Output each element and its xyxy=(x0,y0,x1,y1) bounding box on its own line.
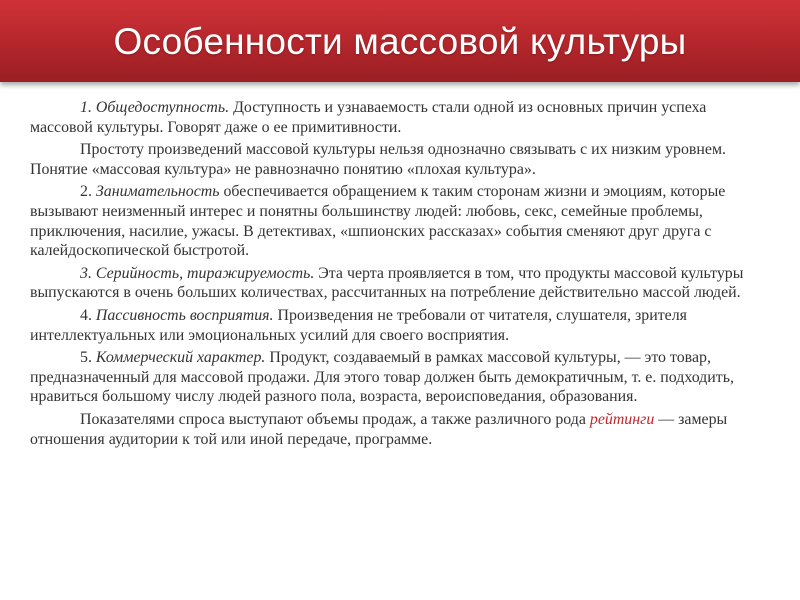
paragraph-lead: Коммерческий характер. xyxy=(95,349,266,367)
paragraph-text: обеспечивается обращением к таким сторонам жизни и эмоциям, которые вызывают неизменный интерес и понятны большинству людей: любовь, секс, семейные проблемы, приключения, насилие, ужасы. В детективах, «шпионских рассказах» события сменяют друг друга с калейдоскопической быстротой. xyxy=(30,183,726,260)
paragraph-text: Продукт, создаваемый в рамках массовой культуры, — это товар, предназначенный для массовой продажи. Для этого товар должен быть демократичным, т. е. подходить, нравиться большому числу людей разного пола, возраста, вероисповедания, образования. xyxy=(30,349,734,406)
paragraph-demand xyxy=(30,410,770,449)
paragraph-lead: 3. Серийность, тиражируемость. xyxy=(80,264,315,282)
paragraph-passivity xyxy=(30,306,770,345)
title-banner xyxy=(0,0,800,82)
ratings-highlight: рейтинги xyxy=(589,410,655,428)
paragraph-text: Эта черта проявляется в том, что продукты массовой культуры выпускаются в очень больших количествах, рассчитанных на потребление действительно массой людей. xyxy=(30,264,744,302)
paragraph-text: Произведения не требовали от читателя, слушателя, зрителя интеллектуальных или эмоциональных усилий для своего восприятия. xyxy=(30,306,687,344)
paragraph-number: 5. xyxy=(80,349,96,367)
paragraph-number: 2. xyxy=(80,183,96,201)
paragraph-lead: Пассивность восприятия. xyxy=(95,306,274,324)
slide-body xyxy=(30,98,770,452)
paragraph-number: 4. xyxy=(80,306,96,324)
paragraph-text: Простоту произведений массовой культуры нельзя однозначно связывать с их низким уровнем. Понятие «массовая культура» не равнозначно понятию «плохая культура». xyxy=(30,141,726,178)
paragraph-entertainment xyxy=(30,182,770,260)
paragraph-simplicity xyxy=(30,140,770,179)
paragraph-tail: — замеры отношения аудитории к той или иной передаче, программе. xyxy=(30,410,728,448)
paragraph-commercial xyxy=(30,348,770,407)
paragraph-text: Доступность и узнаваемость стали одной из основных причин успеха массовой культуры. Говорят даже о ее примитивности. xyxy=(30,99,707,136)
slide-title: Особенности массовой культуры xyxy=(113,21,687,62)
paragraph-lead: Занимательность xyxy=(95,183,220,201)
paragraph-accessibility xyxy=(30,98,770,137)
paragraph-text: Показателями спроса выступают объемы продаж, а также различного рода xyxy=(80,410,590,428)
paragraph-lead: 1. Общедоступность. xyxy=(80,99,230,116)
paragraph-seriality xyxy=(30,264,770,303)
